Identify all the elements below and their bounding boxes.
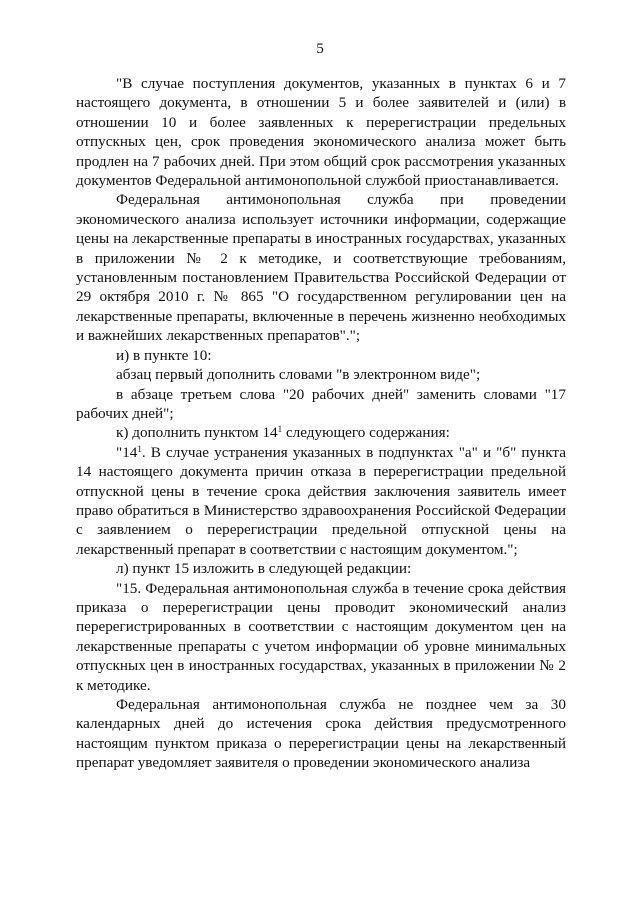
superscript: 1: [277, 424, 283, 435]
paragraph-point-14-1: [76, 443, 566, 559]
text-segment: "14: [116, 443, 138, 461]
paragraph: абзац первый дополнить словами "в электронном виде";: [116, 366, 481, 384]
paragraph: Федеральная антимонопольная служба не позднее чем за 30 календарных дней до истечения срока действия предусмотренного настоящим пунктом приказа о перерегистрации цены на лекарственный препарат уведомляет заявителя о проведении экономического анализа: [76, 696, 566, 772]
text-segment: к) дополнить пунктом 14: [116, 424, 278, 442]
paragraph: в абзаце третьем слова "20 рабочих дней" заменить словами "17 рабочих дней";: [76, 385, 566, 422]
page-number: 5: [316, 40, 324, 57]
paragraph-item-k: [76, 423, 566, 442]
document-body: [76, 74, 566, 773]
text-segment: следующего содержания:: [282, 424, 450, 442]
text-segment: . В случае устранения указанных в подпунктах "а" и "б" пункта 14 настоящего документа причин отказа в перерегистрации предельной отпускной цены в течение срока действия заключения заявитель имеет право обратиться в Министерство здравоохранения Российской Федерации с заявлением о перерегистрации предельной отпускной цены на лекарственный препарат в соответствии с настоящим документом.";: [76, 443, 566, 558]
paragraph: "15. Федеральная антимонопольная служба в течение срока действия приказа о перерегистрации цены проводит экономический анализ перерегистрированных в соответствии с настоящим документом цен на лекарственные препараты с учетом информации об уровне минимальных отпускных цен в иностранных государствах, указанных в приложении № 2 к методике.: [76, 579, 566, 694]
paragraph: Федеральная антимонопольная служба при проведении экономического анализа использует источники информации, содержащие цены на лекарственные препараты в иностранных государствах, указанных в приложении № 2 к методике, и соответствующие требованиям, установленным постановлением Правительства Российской Федерации от 29 октября 2010 г. № 865 "О государственном регулировании цен на лекарственные препараты, включенные в перечень жизненно необходимых и важнейших лекарственных препаратов".";: [76, 191, 566, 345]
superscript: 1: [137, 443, 142, 454]
paragraph: "В случае поступления документов, указанных в пунктах 6 и 7 настоящего документа, в отношении 5 и более заявителей и (или) в отношении 10 и более заявленных к перерегистрации предельных отпускных цен, срок проведения экономического анализа может быть продлен на 7 рабочих дней. При этом общий срок рассмотрения указанных документов Федеральной антимонопольной службой приостанавливается.: [76, 75, 566, 190]
paragraph: л) пункт 15 изложить в следующей редакции:: [116, 560, 412, 578]
paragraph: и) в пункте 10:: [116, 346, 212, 364]
